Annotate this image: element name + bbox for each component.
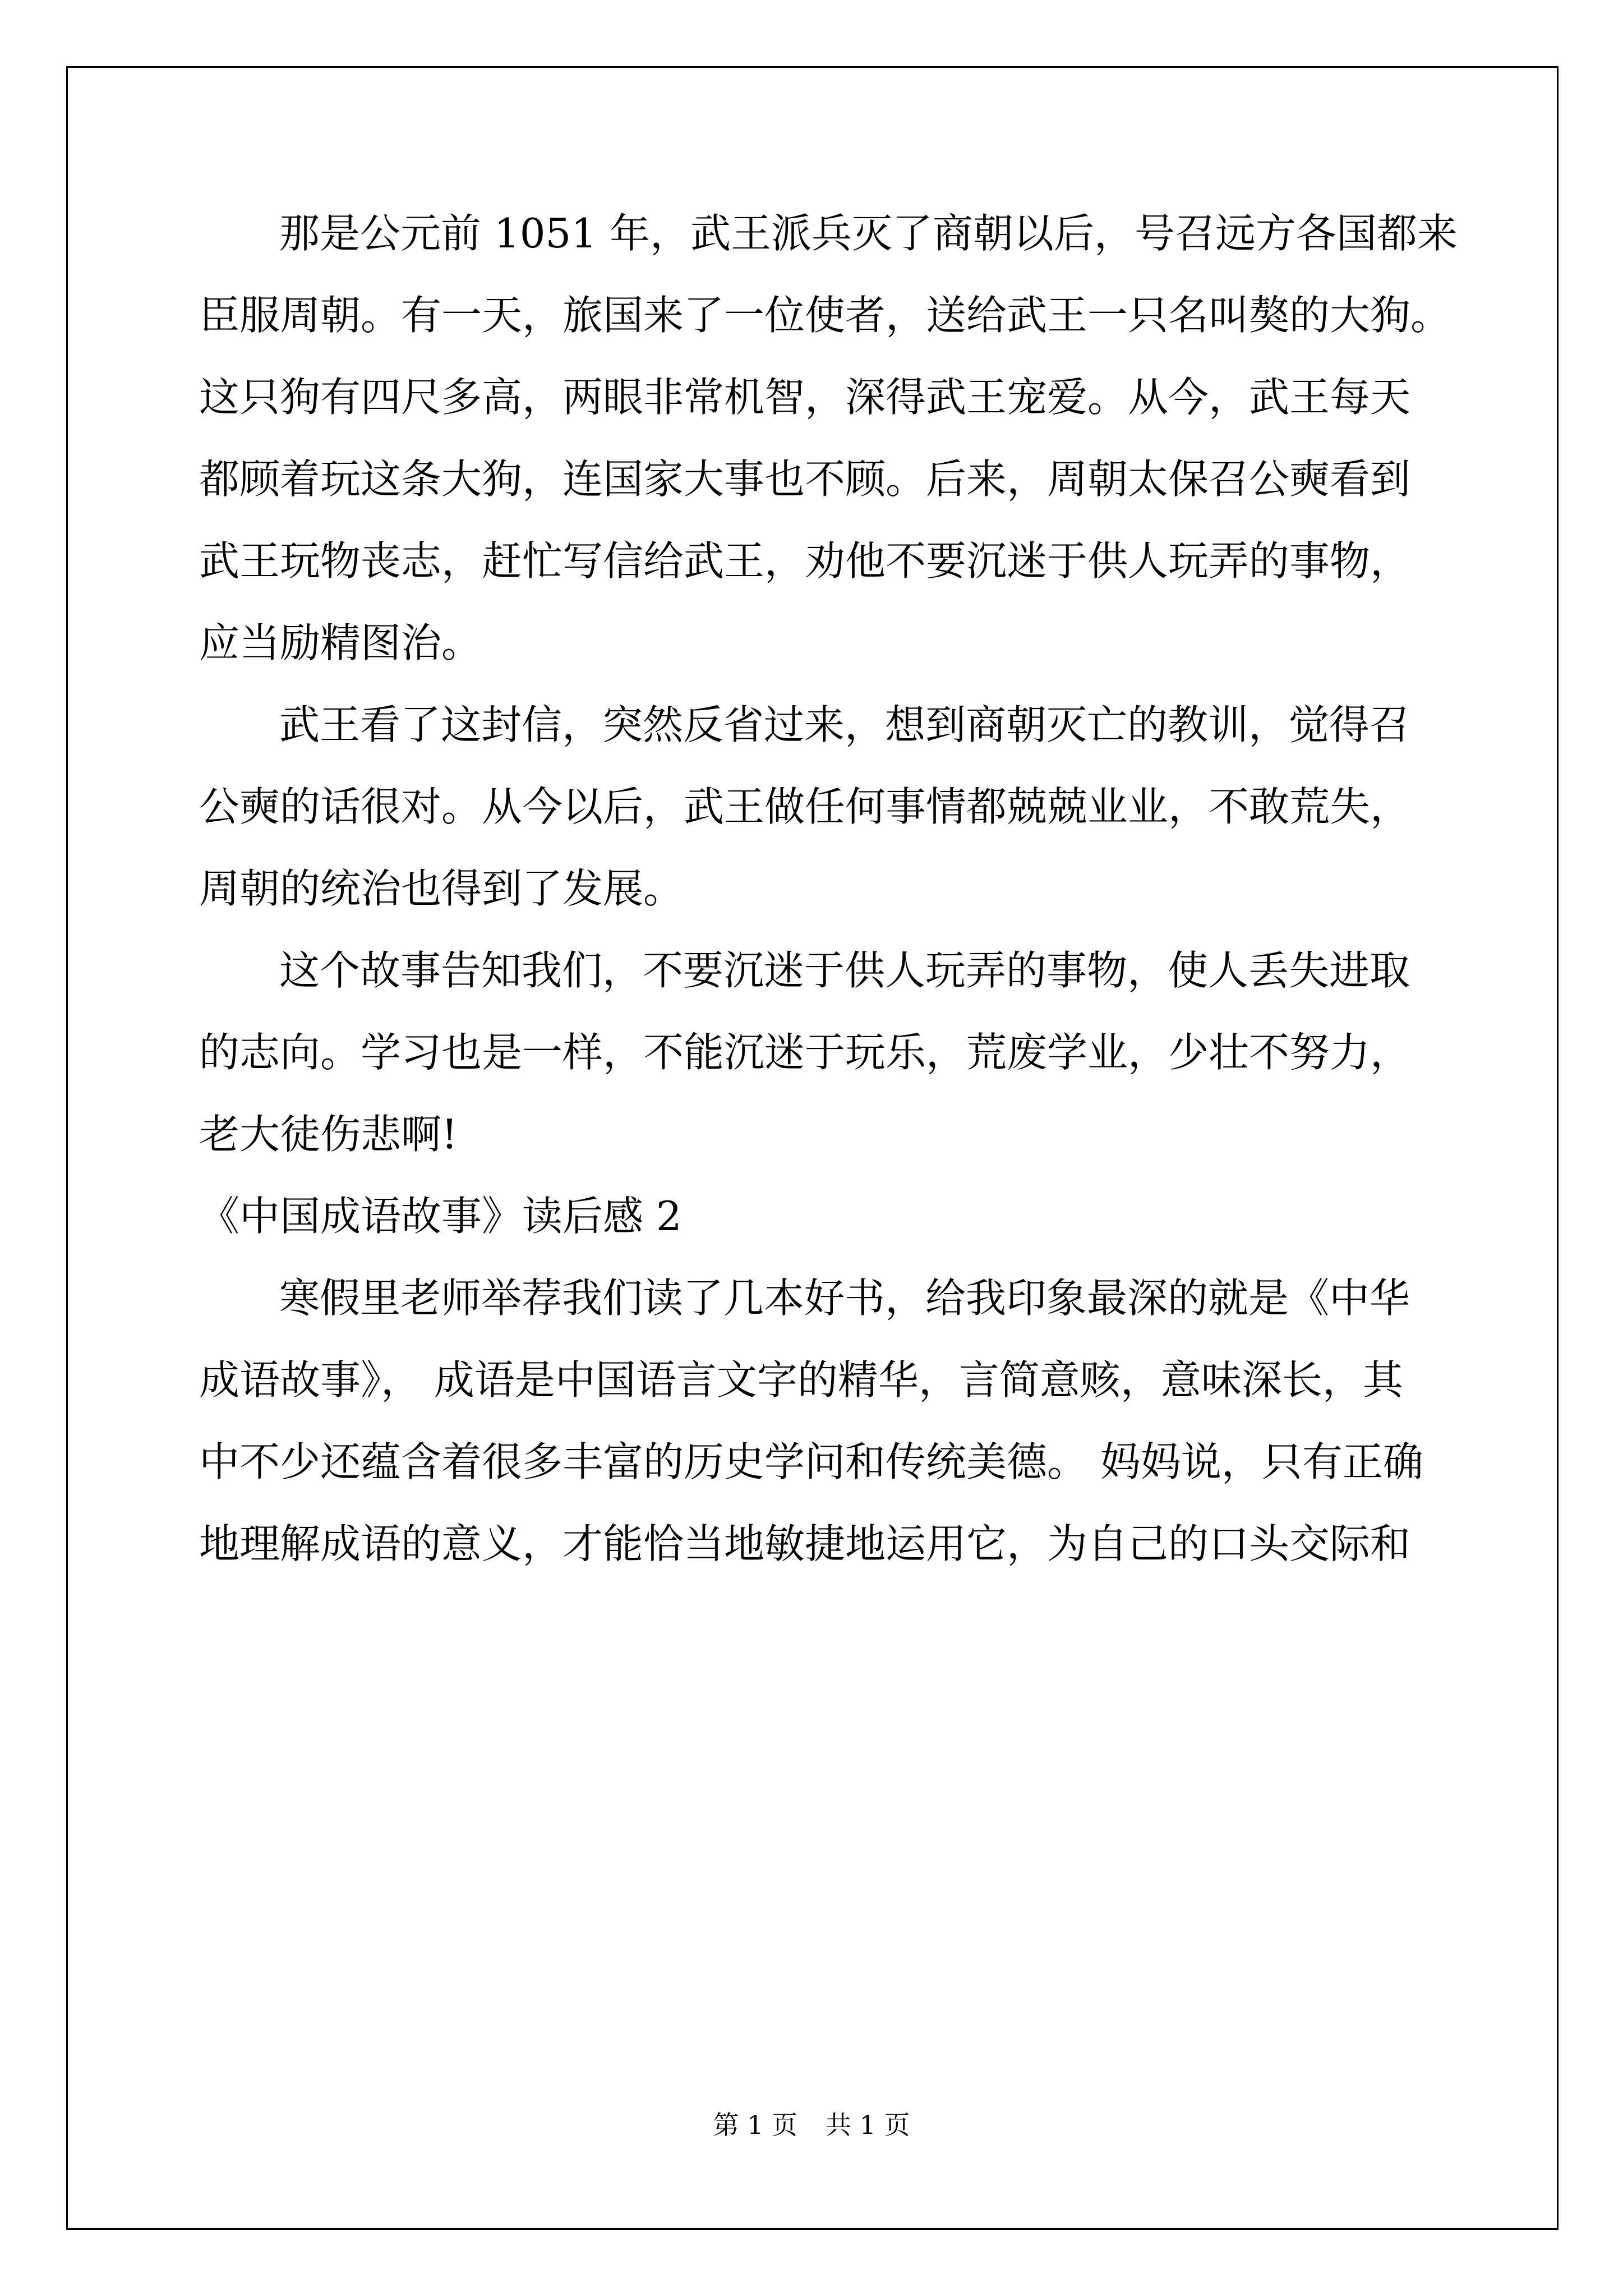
paragraph-2-line-3: 周朝的统治也得到了发展。 xyxy=(199,865,684,912)
paragraph-4-line-2: 成语故事》， 成语是中国语言文字的精华，言简意赅，意味深长，其 xyxy=(199,1356,1403,1404)
paragraph-3-line-3: 老大徒伤悲啊! xyxy=(199,1111,458,1158)
page-footer xyxy=(0,2105,1623,2142)
paragraph-4-line-4: 地理解成语的意义，才能恰当地敏捷地运用它，为自己的口头交际和 xyxy=(199,1520,1411,1567)
paragraph-1-line-4: 都顾着玩这条大狗，连国家大事也不顾。后来，周朝太保召公奭看到 xyxy=(199,455,1411,503)
paragraph-3-line-1: 这个故事告知我们，不要沉迷于供人玩弄的事物，使人丢失进取 xyxy=(279,947,1410,994)
section-heading: 《中国成语故事》读后感 2 xyxy=(199,1193,682,1240)
page-total: 共 1 页 xyxy=(826,2110,910,2140)
page-number: 第 1 页 xyxy=(713,2110,797,2140)
paragraph-3-line-2: 的志向。学习也是一样，不能沉迷于玩乐，荒废学业，少壮不努力， xyxy=(199,1029,1411,1076)
paragraph-1-line-1: 那是公元前 1051 年，武王派兵灭了商朝以后，号召远方各国都来 xyxy=(279,210,1458,257)
paragraph-2-line-2: 公奭的话很对。从今以后，武王做任何事情都兢兢业业，不敢荒失， xyxy=(199,783,1411,830)
paragraph-1-line-5: 武王玩物丧志，赶忙写信给武王，劝他不要沉迷于供人玩弄的事物， xyxy=(199,537,1411,585)
paragraph-1-line-3: 这只狗有四尺多高，两眼非常机智，深得武王宠爱。从今，武王每天 xyxy=(199,374,1411,421)
paragraph-4-line-1: 寒假里老师举荐我们读了几本好书，给我印象最深的就是《中华 xyxy=(279,1274,1410,1322)
paragraph-1-line-6: 应当励精图治。 xyxy=(199,619,482,666)
paragraph-2-line-1: 武王看了这封信，突然反省过来，想到商朝灭亡的教训，觉得召 xyxy=(279,701,1410,748)
paragraph-4-line-3: 中不少还蕴含着很多丰富的历史学问和传统美德。 妈妈说，只有正确 xyxy=(199,1438,1423,1485)
paragraph-1-line-2: 臣服周朝。有一天，旅国来了一位使者，送给武王一只名叫獒的大狗。 xyxy=(199,292,1451,339)
